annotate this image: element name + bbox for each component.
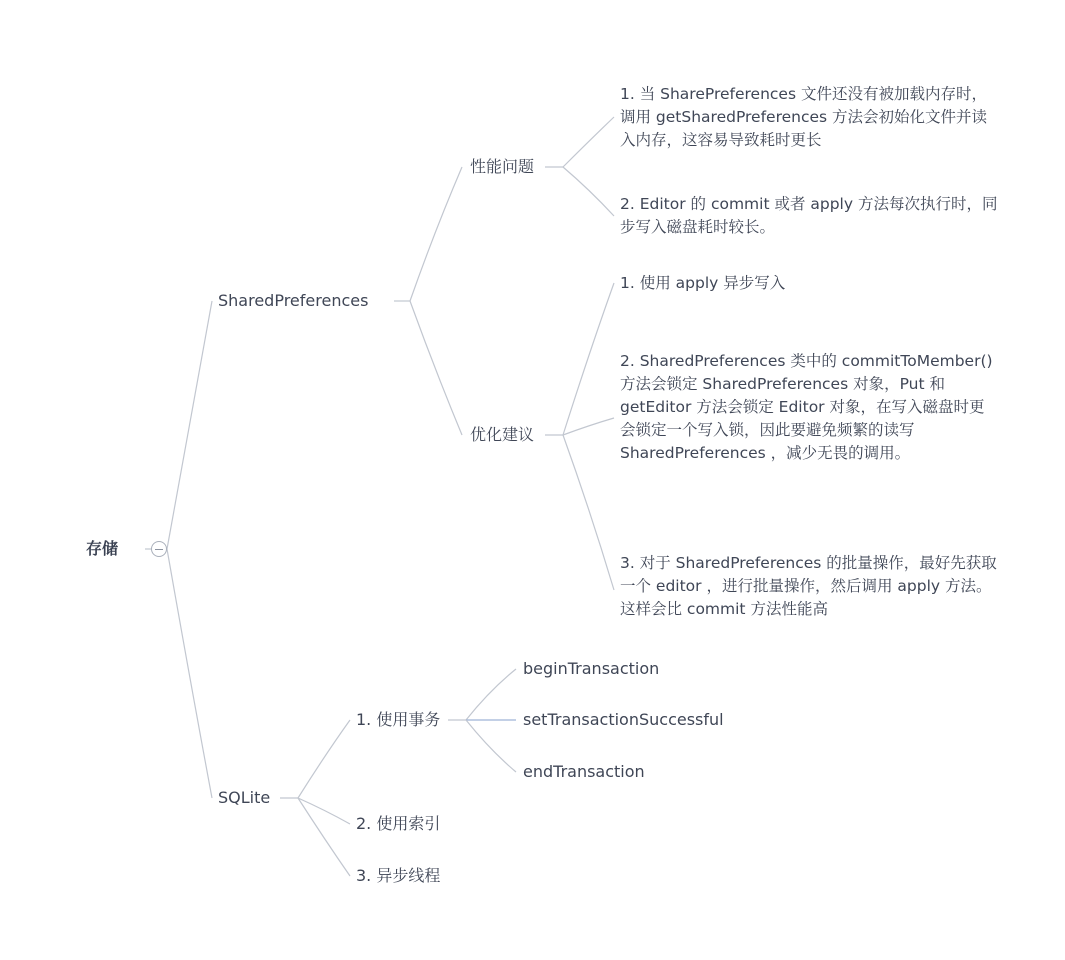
tx-item-set-successful[interactable]: setTransactionSuccessful <box>523 710 724 729</box>
tx-item-end[interactable]: endTransaction <box>523 762 645 781</box>
node-sqlite[interactable]: SQLite <box>218 788 271 807</box>
root-node-storage[interactable]: 存储 <box>86 539 119 558</box>
node-use-index[interactable]: 2. 使用索引 <box>356 814 441 833</box>
opt-item-3[interactable]: 3. 对于 SharedPreferences 的批量操作，最好先获取一个 editor ，进行批量操作，然后调用 apply 方法。这样会比 commit 方法性能高 <box>620 554 997 618</box>
node-optimization-suggestions[interactable]: 优化建议 <box>470 425 535 444</box>
opt-item-2[interactable]: 2. SharedPreferences 类中的 commitToMember() 方法会锁定 SharedPreferences 对象，Put 和 getEditor 方法会锁定 Editor 对象，在写入磁盘时更会锁定一个写入锁，因此要避免频繁的读写 SharedPreferences ，减少无畏的调用。 <box>620 352 993 462</box>
opt-item-1[interactable]: 1. 使用 apply 异步写入 <box>620 274 786 292</box>
node-sharedpreferences[interactable]: SharedPreferences <box>218 291 369 310</box>
tx-item-begin[interactable]: beginTransaction <box>523 659 660 678</box>
perf-item-1[interactable]: 1. 当 SharePreferences 文件还没有被加载内存时，调用 getSharedPreferences 方法会初始化文件并读入内存，这容易导致耗时更长 <box>620 85 988 149</box>
node-use-transaction[interactable]: 1. 使用事务 <box>356 710 441 729</box>
node-async-thread[interactable]: 3. 异步线程 <box>356 866 441 885</box>
node-performance-issues[interactable]: 性能问题 <box>470 157 535 176</box>
perf-item-2[interactable]: 2. Editor 的 commit 或者 apply 方法每次执行时，同步写入磁盘耗时较长。 <box>620 195 998 236</box>
minus-circle-icon[interactable] <box>151 541 167 557</box>
